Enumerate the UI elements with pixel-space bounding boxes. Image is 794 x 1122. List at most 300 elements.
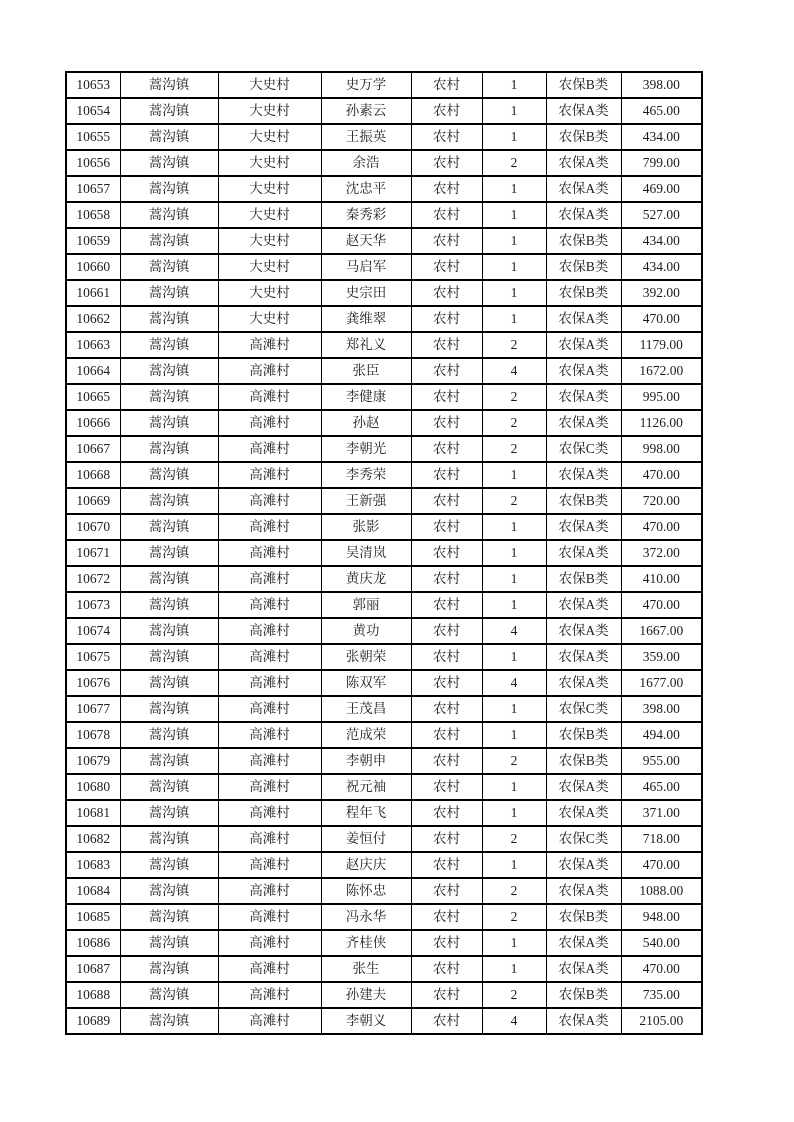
cell-amount: 434.00 <box>621 124 702 150</box>
cell-residence_type: 农村 <box>411 72 482 98</box>
cell-residence_type: 农村 <box>411 1008 482 1034</box>
cell-record_id: 10678 <box>66 722 120 748</box>
cell-residence_type: 农村 <box>411 930 482 956</box>
cell-name: 张臣 <box>321 358 411 384</box>
cell-person_count: 4 <box>482 670 546 696</box>
cell-record_id: 10663 <box>66 332 120 358</box>
cell-insurance_type: 农保A类 <box>546 306 621 332</box>
cell-town: 蒿沟镇 <box>120 176 218 202</box>
cell-person_count: 1 <box>482 774 546 800</box>
cell-name: 孙赵 <box>321 410 411 436</box>
cell-amount: 527.00 <box>621 202 702 228</box>
cell-residence_type: 农村 <box>411 878 482 904</box>
cell-person_count: 1 <box>482 722 546 748</box>
cell-residence_type: 农村 <box>411 332 482 358</box>
cell-amount: 995.00 <box>621 384 702 410</box>
cell-record_id: 10666 <box>66 410 120 436</box>
table-row <box>66 696 702 722</box>
cell-amount: 465.00 <box>621 98 702 124</box>
cell-insurance_type: 农保B类 <box>546 228 621 254</box>
cell-record_id: 10676 <box>66 670 120 696</box>
cell-record_id: 10657 <box>66 176 120 202</box>
cell-person_count: 2 <box>482 488 546 514</box>
cell-residence_type: 农村 <box>411 722 482 748</box>
table-row <box>66 826 702 852</box>
cell-village: 高滩村 <box>218 332 321 358</box>
cell-town: 蒿沟镇 <box>120 722 218 748</box>
cell-amount: 371.00 <box>621 800 702 826</box>
cell-village: 高滩村 <box>218 436 321 462</box>
cell-village: 高滩村 <box>218 696 321 722</box>
cell-name: 郭丽 <box>321 592 411 618</box>
cell-village: 高滩村 <box>218 462 321 488</box>
cell-town: 蒿沟镇 <box>120 904 218 930</box>
cell-village: 高滩村 <box>218 722 321 748</box>
cell-person_count: 2 <box>482 410 546 436</box>
cell-amount: 434.00 <box>621 254 702 280</box>
cell-amount: 718.00 <box>621 826 702 852</box>
cell-person_count: 1 <box>482 566 546 592</box>
cell-name: 李朝义 <box>321 1008 411 1034</box>
cell-person_count: 1 <box>482 696 546 722</box>
cell-amount: 1667.00 <box>621 618 702 644</box>
cell-village: 高滩村 <box>218 774 321 800</box>
table-row <box>66 566 702 592</box>
cell-person_count: 2 <box>482 982 546 1008</box>
cell-record_id: 10673 <box>66 592 120 618</box>
subsidy-table <box>65 71 703 1035</box>
cell-insurance_type: 农保A类 <box>546 644 621 670</box>
cell-amount: 1088.00 <box>621 878 702 904</box>
cell-amount: 392.00 <box>621 280 702 306</box>
cell-person_count: 2 <box>482 436 546 462</box>
cell-insurance_type: 农保A类 <box>546 332 621 358</box>
cell-amount: 1672.00 <box>621 358 702 384</box>
cell-village: 大史村 <box>218 254 321 280</box>
cell-residence_type: 农村 <box>411 592 482 618</box>
table-row <box>66 878 702 904</box>
cell-record_id: 10662 <box>66 306 120 332</box>
cell-insurance_type: 农保B类 <box>546 280 621 306</box>
cell-town: 蒿沟镇 <box>120 1008 218 1034</box>
table-row <box>66 228 702 254</box>
cell-insurance_type: 农保A类 <box>546 514 621 540</box>
table-row <box>66 852 702 878</box>
cell-name: 秦秀彩 <box>321 202 411 228</box>
cell-residence_type: 农村 <box>411 696 482 722</box>
table-row <box>66 280 702 306</box>
cell-name: 李朝申 <box>321 748 411 774</box>
cell-town: 蒿沟镇 <box>120 410 218 436</box>
cell-village: 高滩村 <box>218 566 321 592</box>
table-row <box>66 956 702 982</box>
cell-record_id: 10689 <box>66 1008 120 1034</box>
cell-village: 高滩村 <box>218 384 321 410</box>
cell-village: 大史村 <box>218 124 321 150</box>
cell-person_count: 2 <box>482 826 546 852</box>
cell-person_count: 2 <box>482 904 546 930</box>
table-row <box>66 592 702 618</box>
cell-record_id: 10680 <box>66 774 120 800</box>
cell-record_id: 10664 <box>66 358 120 384</box>
cell-record_id: 10672 <box>66 566 120 592</box>
cell-village: 高滩村 <box>218 956 321 982</box>
cell-amount: 398.00 <box>621 72 702 98</box>
cell-town: 蒿沟镇 <box>120 566 218 592</box>
cell-town: 蒿沟镇 <box>120 540 218 566</box>
cell-name: 程年飞 <box>321 800 411 826</box>
cell-amount: 465.00 <box>621 774 702 800</box>
cell-town: 蒿沟镇 <box>120 72 218 98</box>
table-row <box>66 930 702 956</box>
cell-amount: 470.00 <box>621 462 702 488</box>
cell-person_count: 1 <box>482 254 546 280</box>
cell-person_count: 2 <box>482 384 546 410</box>
cell-town: 蒿沟镇 <box>120 514 218 540</box>
cell-amount: 998.00 <box>621 436 702 462</box>
cell-person_count: 2 <box>482 150 546 176</box>
cell-record_id: 10665 <box>66 384 120 410</box>
cell-residence_type: 农村 <box>411 748 482 774</box>
cell-insurance_type: 农保A类 <box>546 1008 621 1034</box>
cell-name: 吴清岚 <box>321 540 411 566</box>
cell-village: 高滩村 <box>218 982 321 1008</box>
cell-residence_type: 农村 <box>411 98 482 124</box>
cell-person_count: 1 <box>482 72 546 98</box>
cell-town: 蒿沟镇 <box>120 644 218 670</box>
cell-amount: 470.00 <box>621 306 702 332</box>
table-row <box>66 202 702 228</box>
table-row <box>66 358 702 384</box>
table-row <box>66 72 702 98</box>
table-row <box>66 1008 702 1034</box>
cell-name: 李健康 <box>321 384 411 410</box>
cell-village: 大史村 <box>218 150 321 176</box>
cell-person_count: 2 <box>482 748 546 774</box>
cell-town: 蒿沟镇 <box>120 670 218 696</box>
cell-insurance_type: 农保A类 <box>546 774 621 800</box>
cell-residence_type: 农村 <box>411 904 482 930</box>
cell-person_count: 1 <box>482 514 546 540</box>
table-row <box>66 488 702 514</box>
cell-insurance_type: 农保A类 <box>546 176 621 202</box>
cell-insurance_type: 农保A类 <box>546 202 621 228</box>
cell-amount: 948.00 <box>621 904 702 930</box>
cell-insurance_type: 农保A类 <box>546 956 621 982</box>
table-row <box>66 722 702 748</box>
cell-residence_type: 农村 <box>411 124 482 150</box>
cell-person_count: 4 <box>482 358 546 384</box>
cell-name: 史宗田 <box>321 280 411 306</box>
cell-residence_type: 农村 <box>411 488 482 514</box>
cell-residence_type: 农村 <box>411 150 482 176</box>
cell-record_id: 10668 <box>66 462 120 488</box>
cell-insurance_type: 农保A类 <box>546 358 621 384</box>
cell-name: 赵庆庆 <box>321 852 411 878</box>
cell-residence_type: 农村 <box>411 384 482 410</box>
cell-village: 高滩村 <box>218 670 321 696</box>
cell-insurance_type: 农保A类 <box>546 98 621 124</box>
table-row <box>66 410 702 436</box>
cell-town: 蒿沟镇 <box>120 800 218 826</box>
cell-residence_type: 农村 <box>411 670 482 696</box>
cell-name: 王茂昌 <box>321 696 411 722</box>
cell-amount: 540.00 <box>621 930 702 956</box>
cell-name: 祝元袖 <box>321 774 411 800</box>
cell-record_id: 10671 <box>66 540 120 566</box>
table-row <box>66 306 702 332</box>
cell-name: 姜恒付 <box>321 826 411 852</box>
cell-village: 大史村 <box>218 98 321 124</box>
cell-record_id: 10667 <box>66 436 120 462</box>
cell-residence_type: 农村 <box>411 852 482 878</box>
cell-insurance_type: 农保A类 <box>546 800 621 826</box>
cell-insurance_type: 农保C类 <box>546 826 621 852</box>
cell-amount: 410.00 <box>621 566 702 592</box>
table-row <box>66 436 702 462</box>
cell-insurance_type: 农保A类 <box>546 930 621 956</box>
cell-town: 蒿沟镇 <box>120 930 218 956</box>
cell-insurance_type: 农保C类 <box>546 696 621 722</box>
cell-record_id: 10684 <box>66 878 120 904</box>
cell-village: 大史村 <box>218 72 321 98</box>
cell-name: 余浩 <box>321 150 411 176</box>
cell-amount: 434.00 <box>621 228 702 254</box>
cell-residence_type: 农村 <box>411 358 482 384</box>
cell-town: 蒿沟镇 <box>120 228 218 254</box>
cell-amount: 470.00 <box>621 852 702 878</box>
cell-person_count: 1 <box>482 592 546 618</box>
cell-village: 高滩村 <box>218 592 321 618</box>
cell-person_count: 2 <box>482 878 546 904</box>
cell-name: 王新强 <box>321 488 411 514</box>
cell-insurance_type: 农保B类 <box>546 722 621 748</box>
cell-town: 蒿沟镇 <box>120 462 218 488</box>
cell-person_count: 1 <box>482 280 546 306</box>
cell-person_count: 1 <box>482 800 546 826</box>
cell-person_count: 1 <box>482 202 546 228</box>
cell-record_id: 10655 <box>66 124 120 150</box>
cell-village: 高滩村 <box>218 358 321 384</box>
cell-name: 龚维翠 <box>321 306 411 332</box>
table-row <box>66 670 702 696</box>
cell-residence_type: 农村 <box>411 514 482 540</box>
cell-town: 蒿沟镇 <box>120 98 218 124</box>
cell-town: 蒿沟镇 <box>120 150 218 176</box>
cell-insurance_type: 农保A类 <box>546 618 621 644</box>
cell-town: 蒿沟镇 <box>120 332 218 358</box>
cell-amount: 955.00 <box>621 748 702 774</box>
cell-village: 高滩村 <box>218 410 321 436</box>
cell-insurance_type: 农保A类 <box>546 540 621 566</box>
cell-village: 大史村 <box>218 202 321 228</box>
table-row <box>66 332 702 358</box>
cell-amount: 470.00 <box>621 514 702 540</box>
table-row <box>66 124 702 150</box>
cell-village: 高滩村 <box>218 852 321 878</box>
table-row <box>66 644 702 670</box>
cell-record_id: 10661 <box>66 280 120 306</box>
cell-insurance_type: 农保A类 <box>546 852 621 878</box>
cell-insurance_type: 农保B类 <box>546 72 621 98</box>
cell-name: 张朝荣 <box>321 644 411 670</box>
cell-residence_type: 农村 <box>411 306 482 332</box>
cell-name: 王振英 <box>321 124 411 150</box>
cell-insurance_type: 农保B类 <box>546 488 621 514</box>
cell-insurance_type: 农保B类 <box>546 904 621 930</box>
cell-town: 蒿沟镇 <box>120 774 218 800</box>
cell-village: 大史村 <box>218 228 321 254</box>
cell-village: 大史村 <box>218 280 321 306</box>
cell-insurance_type: 农保B类 <box>546 748 621 774</box>
cell-amount: 799.00 <box>621 150 702 176</box>
table-row <box>66 800 702 826</box>
cell-town: 蒿沟镇 <box>120 748 218 774</box>
cell-village: 高滩村 <box>218 878 321 904</box>
cell-village: 大史村 <box>218 306 321 332</box>
cell-insurance_type: 农保A类 <box>546 878 621 904</box>
cell-residence_type: 农村 <box>411 540 482 566</box>
cell-residence_type: 农村 <box>411 566 482 592</box>
cell-residence_type: 农村 <box>411 176 482 202</box>
table-row <box>66 98 702 124</box>
cell-record_id: 10670 <box>66 514 120 540</box>
cell-residence_type: 农村 <box>411 228 482 254</box>
cell-village: 高滩村 <box>218 618 321 644</box>
cell-insurance_type: 农保A类 <box>546 384 621 410</box>
cell-village: 高滩村 <box>218 826 321 852</box>
cell-name: 黄庆龙 <box>321 566 411 592</box>
cell-record_id: 10677 <box>66 696 120 722</box>
cell-name: 马启军 <box>321 254 411 280</box>
cell-insurance_type: 农保B类 <box>546 254 621 280</box>
cell-village: 大史村 <box>218 176 321 202</box>
cell-village: 高滩村 <box>218 904 321 930</box>
cell-town: 蒿沟镇 <box>120 982 218 1008</box>
cell-village: 高滩村 <box>218 540 321 566</box>
cell-record_id: 10658 <box>66 202 120 228</box>
cell-name: 李朝光 <box>321 436 411 462</box>
table-row <box>66 748 702 774</box>
cell-residence_type: 农村 <box>411 800 482 826</box>
cell-residence_type: 农村 <box>411 774 482 800</box>
cell-residence_type: 农村 <box>411 956 482 982</box>
cell-person_count: 2 <box>482 332 546 358</box>
cell-town: 蒿沟镇 <box>120 124 218 150</box>
cell-town: 蒿沟镇 <box>120 826 218 852</box>
cell-amount: 359.00 <box>621 644 702 670</box>
cell-insurance_type: 农保A类 <box>546 592 621 618</box>
table-row <box>66 514 702 540</box>
cell-residence_type: 农村 <box>411 410 482 436</box>
cell-residence_type: 农村 <box>411 280 482 306</box>
cell-residence_type: 农村 <box>411 462 482 488</box>
cell-person_count: 1 <box>482 228 546 254</box>
cell-town: 蒿沟镇 <box>120 618 218 644</box>
cell-town: 蒿沟镇 <box>120 436 218 462</box>
cell-record_id: 10656 <box>66 150 120 176</box>
cell-insurance_type: 农保A类 <box>546 670 621 696</box>
cell-amount: 470.00 <box>621 592 702 618</box>
cell-name: 孙素云 <box>321 98 411 124</box>
cell-record_id: 10669 <box>66 488 120 514</box>
cell-person_count: 1 <box>482 852 546 878</box>
table-row <box>66 774 702 800</box>
cell-person_count: 1 <box>482 644 546 670</box>
cell-name: 冯永华 <box>321 904 411 930</box>
cell-name: 张影 <box>321 514 411 540</box>
cell-village: 高滩村 <box>218 800 321 826</box>
cell-insurance_type: 农保C类 <box>546 436 621 462</box>
cell-insurance_type: 农保B类 <box>546 566 621 592</box>
cell-name: 张生 <box>321 956 411 982</box>
cell-town: 蒿沟镇 <box>120 280 218 306</box>
cell-amount: 398.00 <box>621 696 702 722</box>
cell-village: 高滩村 <box>218 748 321 774</box>
cell-record_id: 10674 <box>66 618 120 644</box>
cell-person_count: 1 <box>482 540 546 566</box>
cell-record_id: 10659 <box>66 228 120 254</box>
cell-record_id: 10683 <box>66 852 120 878</box>
cell-town: 蒿沟镇 <box>120 696 218 722</box>
cell-insurance_type: 农保A类 <box>546 410 621 436</box>
cell-person_count: 1 <box>482 462 546 488</box>
cell-record_id: 10688 <box>66 982 120 1008</box>
cell-record_id: 10679 <box>66 748 120 774</box>
cell-amount: 469.00 <box>621 176 702 202</box>
cell-record_id: 10675 <box>66 644 120 670</box>
cell-residence_type: 农村 <box>411 826 482 852</box>
cell-town: 蒿沟镇 <box>120 384 218 410</box>
cell-residence_type: 农村 <box>411 436 482 462</box>
cell-record_id: 10685 <box>66 904 120 930</box>
table-body <box>66 72 702 1034</box>
cell-record_id: 10682 <box>66 826 120 852</box>
cell-person_count: 1 <box>482 98 546 124</box>
cell-village: 高滩村 <box>218 930 321 956</box>
cell-amount: 1126.00 <box>621 410 702 436</box>
cell-name: 郑礼义 <box>321 332 411 358</box>
cell-town: 蒿沟镇 <box>120 358 218 384</box>
cell-name: 史万学 <box>321 72 411 98</box>
cell-name: 黄功 <box>321 618 411 644</box>
cell-amount: 494.00 <box>621 722 702 748</box>
cell-residence_type: 农村 <box>411 618 482 644</box>
cell-record_id: 10686 <box>66 930 120 956</box>
cell-village: 高滩村 <box>218 644 321 670</box>
table-row <box>66 618 702 644</box>
cell-person_count: 1 <box>482 306 546 332</box>
cell-residence_type: 农村 <box>411 254 482 280</box>
table-row <box>66 982 702 1008</box>
cell-amount: 1677.00 <box>621 670 702 696</box>
cell-person_count: 4 <box>482 1008 546 1034</box>
cell-residence_type: 农村 <box>411 202 482 228</box>
cell-name: 陈双军 <box>321 670 411 696</box>
cell-town: 蒿沟镇 <box>120 852 218 878</box>
cell-name: 齐桂侠 <box>321 930 411 956</box>
cell-amount: 372.00 <box>621 540 702 566</box>
cell-amount: 470.00 <box>621 956 702 982</box>
table-row <box>66 384 702 410</box>
cell-insurance_type: 农保A类 <box>546 150 621 176</box>
cell-name: 范成荣 <box>321 722 411 748</box>
cell-residence_type: 农村 <box>411 982 482 1008</box>
table-row <box>66 176 702 202</box>
cell-person_count: 4 <box>482 618 546 644</box>
cell-town: 蒿沟镇 <box>120 592 218 618</box>
cell-person_count: 1 <box>482 124 546 150</box>
